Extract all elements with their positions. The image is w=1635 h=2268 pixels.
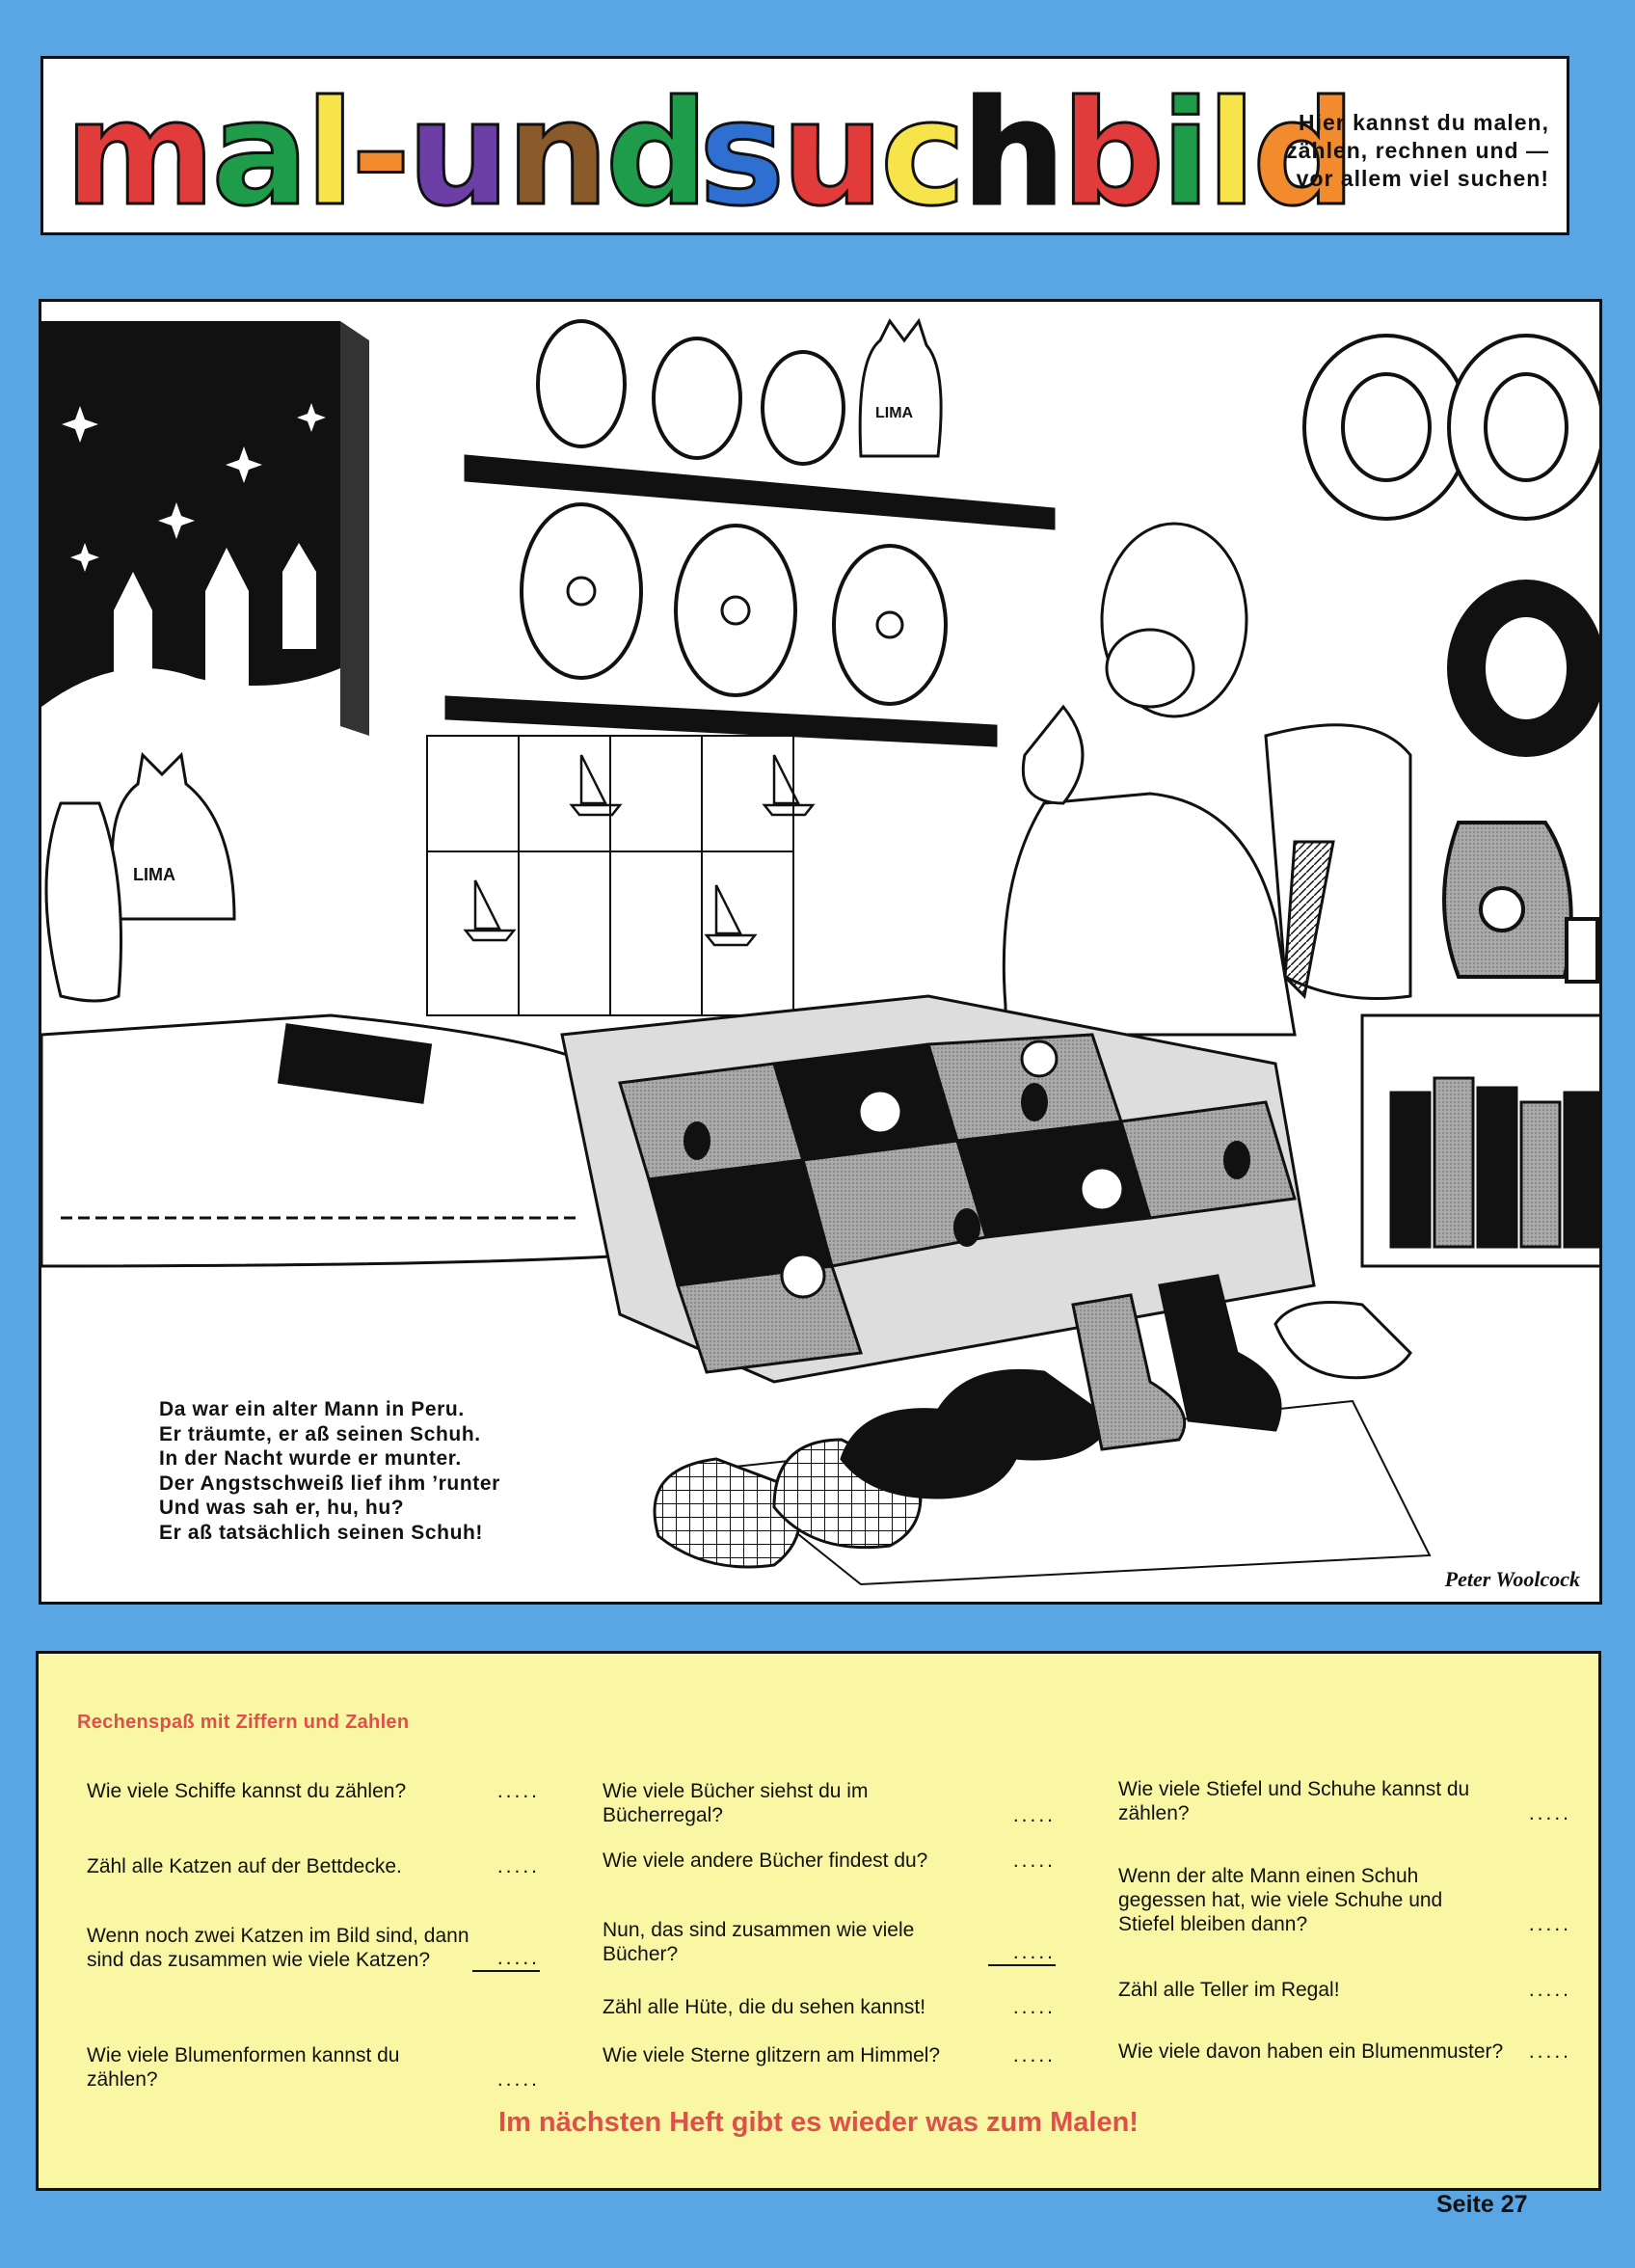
answer-dots: ..... [1012, 2044, 1056, 2066]
answer-dots: ..... [472, 1946, 540, 1972]
quiz-question [603, 1779, 1056, 1827]
title-letter: l [305, 70, 351, 238]
intro-line: zählen, rechnen und — [1286, 138, 1549, 163]
title-banner [40, 56, 1569, 238]
intro-line: vor allem viel suchen! [1296, 166, 1549, 191]
comic-illustration [39, 299, 1602, 1605]
intro-text [1260, 109, 1549, 193]
question-text: Wie viele Bücher siehst du im Bücherregal? [603, 1780, 869, 1826]
question-text: Wie viele davon haben ein Blumenmuster? [1118, 2040, 1504, 2063]
pillow-and-wall [1266, 725, 1410, 999]
poem-line: In der Nacht wurde er munter. [159, 1447, 462, 1470]
next-issue-message: Im nächsten Heft gibt es wieder was zum Malen! [498, 2107, 1139, 2138]
title-letter: u [407, 70, 507, 238]
poem [159, 1397, 500, 1545]
title-letter: a [211, 70, 306, 238]
title-letter: b [1060, 70, 1162, 238]
title-letter: h [962, 70, 1061, 238]
poem-line: Er aß tatsächlich seinen Schuh! [159, 1521, 484, 1544]
title-letter: l [1206, 70, 1253, 238]
title-word-mal-und [65, 70, 706, 238]
question-text: Wenn der alte Mann einen Schuh gegessen hat, wie viele Schuhe und Stiefel bleiben dann? [1118, 1865, 1443, 1935]
question-text: Wie viele Schiffe kannst du zählen? [87, 1780, 407, 1802]
jug [1444, 823, 1597, 982]
answer-dots: ..... [496, 2068, 540, 2091]
intro-line: Hier kannst du malen, [1298, 110, 1549, 135]
answer-dots: ..... [1528, 1979, 1571, 2001]
poem-line: Der Angstschweiß lief ihm ’runter [159, 1472, 500, 1495]
poem-line: Da war ein alter Mann in Peru. [159, 1398, 465, 1420]
answer-dots: ..... [496, 1780, 540, 1802]
quiz-question [603, 2043, 1056, 2067]
boot [1073, 1276, 1280, 1449]
quiz-question [603, 1849, 1056, 1873]
lima-label: LIMA [875, 405, 914, 421]
answer-dots: ..... [1012, 1850, 1056, 1872]
quiz-question [1118, 1864, 1571, 1936]
title-letter: m [65, 70, 212, 238]
question-text: Wie viele andere Bücher findest du? [603, 1850, 928, 1872]
answer-dots: ..... [1528, 1802, 1571, 1824]
title-letter: d [1252, 70, 1353, 238]
quiz-question [603, 1918, 1056, 1966]
quiz-box [36, 1651, 1601, 2191]
question-text: Nun, das sind zusammen wie viele Bücher? [603, 1919, 915, 1965]
title-letter: i [1161, 70, 1207, 238]
quiz-question [1118, 1978, 1571, 2002]
quiz-question [87, 1924, 540, 1972]
answer-dots: ..... [1528, 2040, 1571, 2063]
quiz-question [87, 1854, 540, 1878]
title-letter: n [506, 70, 605, 238]
page-number: Seite 27 [1436, 2191, 1528, 2218]
question-text: Wie viele Blumenformen kannst du zählen? [87, 2044, 400, 2091]
quiz-question [87, 2043, 540, 2092]
question-text: Zähl alle Hüte, die du sehen kannst! [603, 1996, 926, 2018]
question-text: Wie viele Stiefel und Schuhe kannst du zählen? [1118, 1778, 1470, 1824]
artist-signature: Peter Woolcock [1444, 1567, 1580, 1591]
answer-dots: ..... [1012, 1804, 1056, 1826]
answer-dots: ..... [496, 1855, 540, 1877]
night-window [41, 321, 369, 736]
title-letter: s [699, 70, 782, 238]
title-word-suchbild [699, 70, 1353, 238]
poem-line: Er träumte, er aß seinen Schuh. [159, 1422, 481, 1445]
question-text: Wie viele Sterne glitzern am Himmel? [603, 2044, 941, 2066]
quiz-question [1118, 2039, 1571, 2064]
question-text: Zähl alle Teller im Regal! [1118, 1979, 1340, 2001]
title-letter: c [880, 70, 963, 238]
lima-label: LIMA [133, 865, 175, 884]
quiz-question [603, 1995, 1056, 2019]
old-man [1004, 524, 1295, 1035]
question-text: Wenn noch zwei Katzen im Bild sind, dann sind das zusammen wie viele Katzen? [87, 1925, 469, 1971]
answer-dots: ..... [988, 1940, 1056, 1966]
quiz-heading: Rechenspaß mit Ziffern und Zahlen [77, 1712, 410, 1733]
wall-tiles [427, 736, 793, 1015]
hat [1304, 336, 1602, 755]
poem-line: Und was sah er, hu, hu? [159, 1497, 405, 1519]
answer-dots: ..... [1528, 1913, 1571, 1935]
quiz-question [87, 1779, 540, 1803]
bookshelf [1362, 1015, 1602, 1266]
quiz-question [1118, 1777, 1571, 1825]
title-letter: d [604, 70, 706, 238]
title-letter: - [350, 70, 408, 238]
answer-dots: ..... [1012, 1996, 1056, 2018]
title-letter: u [781, 70, 881, 238]
question-text: Zähl alle Katzen auf der Bettdecke. [87, 1855, 402, 1877]
